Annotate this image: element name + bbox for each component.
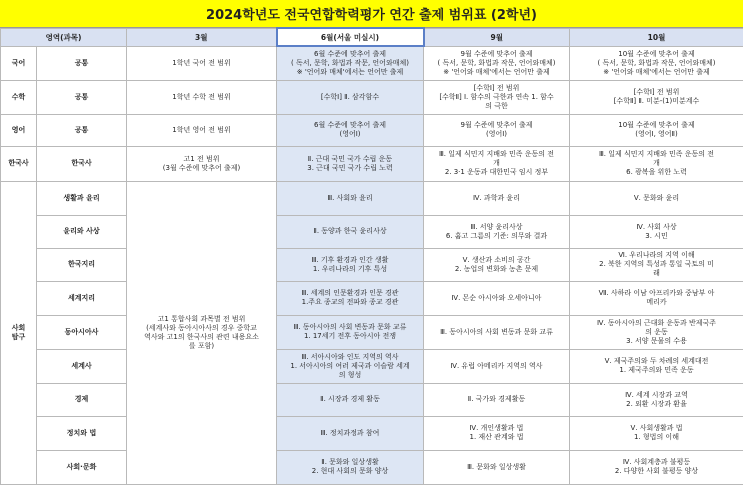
september-range-cell[interactable] [424, 349, 570, 383]
cell-text-line: 의 운동 [645, 327, 668, 336]
subject-cell[interactable]: 한국사 [37, 146, 127, 181]
cell-text-line: 1. 형법의 이해 [634, 433, 679, 441]
cell-text-line: 의 형성 [338, 370, 362, 379]
cell-text-line: Ⅳ. 동아시아의 근대화 운동과 반제국주 [596, 318, 716, 327]
cell-text-line: 2. 농업의 변화와 농촌 문제 [454, 264, 539, 273]
march-range-cell[interactable] [127, 146, 277, 181]
june-range-cell[interactable] [277, 146, 424, 181]
september-range-cell[interactable] [424, 450, 570, 484]
cell-text-line: 6월 수준에 맞추어 출제 [314, 121, 386, 129]
cell-text-line: Ⅵ. 우리나라의 지역 이해 [618, 251, 695, 259]
september-range-cell[interactable] [424, 114, 570, 146]
table-row [1, 383, 743, 416]
october-range-cell[interactable] [570, 215, 743, 248]
cell-text-line: Ⅶ. 사하라 이남 아프리카와 중남부 아 [598, 289, 715, 297]
table-row [1, 146, 743, 181]
cell-text-line: [수학Ⅱ] Ⅰ. 함수의 극한과 연속 1. 함수 [439, 92, 554, 101]
table-row [1, 114, 743, 146]
subject-cell[interactable]: 윤리와 사상 [37, 215, 127, 248]
cell-text-line: Ⅲ. 정치과정과 참여 [320, 428, 380, 437]
area-cell[interactable]: 국어 [1, 46, 37, 80]
october-range-cell[interactable] [570, 181, 743, 215]
table-row [1, 416, 743, 450]
cell-text-line: Ⅴ. 생산과 소비의 공간 [462, 255, 531, 264]
cell-text-line: 6. 광복을 위한 노력 [626, 168, 687, 176]
cell-text-line: Ⅲ. 동아시아의 사회 변동과 문화 교류 [293, 323, 407, 331]
subject-cell[interactable]: 사회·문화 [37, 450, 127, 484]
header-row [1, 28, 743, 46]
cell-text-line: ※ '언어와 매체'에서는 언어만 출제 [296, 67, 404, 76]
header-march[interactable]: 3월 [127, 28, 277, 46]
cell-text-line: 2. 북한 지역의 특성과 통일 국토의 미 [599, 260, 714, 268]
june-range-cell[interactable] [277, 315, 424, 349]
cell-text-line: 2. 외환 시장과 환율 [626, 399, 687, 408]
cell-text-line: Ⅲ. 세계의 인문환경과 인문 경관 [301, 289, 399, 297]
cell-text-line: Ⅱ. 근대 국민 국가 수립 운동 [307, 154, 393, 163]
september-range-cell[interactable] [424, 281, 570, 315]
subject-cell[interactable]: 공통 [37, 46, 127, 80]
cell-text-line: 10월 수준에 맞추어 출제 [618, 121, 695, 129]
cell-text-line: 고1 통합사회 과목별 전 범위 [157, 314, 246, 323]
subject-cell[interactable]: 세계사 [37, 349, 127, 383]
cell-text-line: ※ '언어와 매체'에서는 언어만 출제 [443, 67, 550, 76]
cell-text-line: Ⅳ. 개인생활과 법 [469, 424, 524, 432]
cell-text-line: 9월 수준에 맞추어 출제 [460, 49, 533, 58]
cell-text-line: Ⅳ. 사회 사상 [636, 222, 677, 231]
table-row [1, 46, 743, 80]
september-range-cell[interactable] [424, 215, 570, 248]
cell-text-line: 개 [493, 159, 500, 167]
cell-text-line: Ⅳ. 유럽 아메리카 지역의 역사 [450, 361, 543, 370]
cell-text-line: 3. 시민 [645, 231, 668, 240]
cell-text-line: 1학년 국어 전 범위 [172, 58, 231, 67]
table-row [1, 450, 743, 484]
cell-text-line: (영어Ⅰ) [485, 130, 508, 138]
cell-text-line: Ⅳ. 과학과 윤리 [473, 193, 520, 202]
area-cell[interactable]: 한국사 [1, 146, 37, 181]
table-row [1, 248, 743, 281]
cell-text-line: 1학년 영어 전 범위 [172, 125, 231, 134]
june-range-cell[interactable] [277, 114, 424, 146]
cell-text-line: 2. 다양한 사회 불평등 양상 [614, 467, 699, 475]
subject-cell[interactable]: 한국지리 [37, 248, 127, 281]
cell-text-line: (영어Ⅰ) [339, 130, 361, 138]
june-range-cell[interactable] [277, 416, 424, 450]
subject-cell[interactable]: 공통 [37, 114, 127, 146]
cell-text-line: 2. 3·1 운동과 대한민국 임시 정부 [444, 168, 549, 176]
cell-text-line: (영어Ⅰ, 영어Ⅱ) [635, 130, 678, 138]
cell-text-line: 2. 현대 사회의 문화 양상 [311, 467, 389, 475]
cell-text-line: ( 독서, 문학, 화법과 작문, 언어와매체) [597, 58, 716, 67]
subject-cell[interactable]: 생활과 윤리 [37, 181, 127, 215]
cell-text-line: ( 독서, 문학, 화법과 작문, 언어와매체) [291, 58, 409, 67]
cell-text-line: [수학Ⅰ] 전 범위 [633, 88, 680, 96]
cell-text-line: Ⅲ. 서아시아와 인도 지역의 역사 [301, 352, 399, 361]
cell-text-line: Ⅱ. 동양과 한국 윤리사상 [313, 227, 387, 235]
cell-text-line: Ⅲ. 일제 식민지 지배와 민족 운동의 전 [598, 150, 715, 158]
september-range-cell[interactable] [424, 181, 570, 215]
cell-text-line: 10월 수준에 맞추어 출제 [618, 49, 695, 58]
october-range-cell[interactable] [570, 114, 743, 146]
june-range-cell[interactable] [277, 248, 424, 281]
september-range-cell[interactable] [424, 416, 570, 450]
cell-text-line: 의 극한 [485, 101, 508, 110]
subject-cell[interactable]: 경제 [37, 383, 127, 416]
cell-text-line: 탐구 [11, 332, 26, 341]
cell-text-line: 6. 흄고 그름의 기준: 의무와 결과 [445, 231, 548, 240]
september-range-cell[interactable] [424, 46, 570, 80]
october-range-cell[interactable] [570, 80, 743, 114]
march-range-cell[interactable] [127, 114, 277, 146]
october-range-cell[interactable] [570, 281, 743, 315]
table-row [1, 80, 743, 114]
subject-cell[interactable]: 정치와 법 [37, 416, 127, 450]
cell-text-line: [수학Ⅰ] 전 범위 [473, 83, 520, 92]
cell-text-line: 역사와 고1의 한국사의 관련 내용요소 [144, 332, 259, 341]
october-range-cell[interactable] [570, 450, 743, 484]
june-range-cell[interactable] [277, 181, 424, 215]
cell-text-line: 고1 전 범위 [183, 154, 220, 163]
september-range-cell[interactable] [424, 383, 570, 416]
cell-text-line: 1. 서아시아의 여러 제국과 이슬람 세계 [290, 361, 410, 370]
cell-text-line: Ⅱ. 문화와 일상생활 [321, 458, 379, 466]
cell-text-line: 1. 우리나라의 기후 특성 [312, 264, 388, 273]
june-range-cell[interactable] [277, 383, 424, 416]
cell-text-line: ( 독서, 문학, 화법과 작문, 언어와매체) [437, 58, 556, 67]
cell-text-line: 6월 수준에 맞추어 출제 [314, 49, 386, 58]
cell-text-line: Ⅲ. 서양 윤리사상 [470, 222, 523, 231]
march-range-cell-social[interactable] [127, 181, 277, 484]
october-range-cell[interactable] [570, 248, 743, 281]
cell-text-line: Ⅲ. 문화와 일상생활 [467, 462, 526, 471]
cell-text-line: 1. 17세기 전후 동아시아 전쟁 [303, 332, 397, 340]
september-range-cell[interactable] [424, 315, 570, 349]
cell-text-line: 래 [653, 269, 660, 277]
cell-text-line: 사회 [11, 323, 26, 332]
table-row [1, 315, 743, 349]
exam-range-table [0, 27, 743, 485]
cell-text-line: Ⅲ. 사회와 윤리 [327, 193, 373, 202]
cell-text-line: ※ '언어와 매체'에서는 언어만 출제 [603, 67, 710, 76]
october-range-cell[interactable] [570, 315, 743, 349]
subject-cell[interactable]: 공통 [37, 80, 127, 114]
area-cell[interactable]: 영어 [1, 114, 37, 146]
june-range-cell[interactable] [277, 80, 424, 114]
subject-cell[interactable]: 세계지리 [37, 281, 127, 315]
cell-text-line: Ⅱ. 국가와 경제활동 [467, 395, 526, 403]
cell-text-line: [수학Ⅱ] Ⅱ. 미분-(1)미분계수 [613, 97, 700, 105]
page-title: 2024학년도 전국연합학력평가 연간 출제 범위표 (2학년) [0, 0, 743, 28]
june-range-cell[interactable] [277, 46, 424, 80]
cell-text-line: Ⅴ. 문화와 윤리 [633, 193, 680, 202]
june-range-cell[interactable] [277, 450, 424, 484]
cell-text-line: Ⅴ. 사회생활과 법 [630, 424, 683, 432]
cell-text-line: 1학년 수학 전 범위 [172, 92, 231, 101]
table-row [1, 281, 743, 315]
header-june[interactable]: 6월(서울 미실시) [277, 28, 424, 46]
cell-text-line: Ⅴ. 제국주의와 두 차례의 세계대전 [604, 357, 709, 365]
cell-text-line: Ⅱ. 시장과 경제 활동 [320, 395, 380, 403]
march-range-cell[interactable] [127, 80, 277, 114]
september-range-cell[interactable] [424, 248, 570, 281]
header-area[interactable]: 영역(과목) [1, 28, 127, 46]
cell-text-line: (세계사와 동아시아사의 경우 중학교 [146, 323, 257, 332]
subject-cell[interactable]: 동아시아사 [37, 315, 127, 349]
cell-text-line: Ⅲ. 일제 식민지 지배와 민족 운동의 전 [438, 150, 555, 158]
october-range-cell[interactable] [570, 46, 743, 80]
june-range-cell[interactable] [277, 215, 424, 248]
september-range-cell[interactable] [424, 146, 570, 181]
area-cell-social[interactable] [1, 181, 37, 484]
october-range-cell[interactable] [570, 383, 743, 416]
table-row [1, 215, 743, 248]
october-range-cell[interactable] [570, 146, 743, 181]
march-range-cell[interactable] [127, 46, 277, 80]
june-range-cell[interactable] [277, 281, 424, 315]
cell-text-line: 3. 근대 국민 국가 수립 노력 [307, 163, 393, 172]
cell-text-line: 를 포함) [188, 341, 215, 350]
cell-text-line: Ⅳ. 세계 시장과 교역 [625, 390, 688, 399]
table-row [1, 181, 743, 215]
october-range-cell[interactable] [570, 416, 743, 450]
cell-text-line: Ⅲ. 동아시아의 사회 변동과 문화 교류 [440, 327, 553, 336]
september-range-cell[interactable] [424, 80, 570, 114]
cell-text-line: Ⅲ. 기후 환경과 인간 생활 [311, 255, 389, 264]
cell-text-line: (3월 수준에 맞추어 출제) [162, 163, 241, 172]
cell-text-line: 9월 수준에 맞추어 출제 [460, 121, 533, 129]
cell-text-line: 1. 제국주의와 민족 운동 [619, 366, 694, 374]
june-range-cell[interactable] [277, 349, 424, 383]
area-cell[interactable]: 수학 [1, 80, 37, 114]
cell-text-line: 1.주요 종교의 전파와 종교 경관 [301, 298, 399, 306]
october-range-cell[interactable] [570, 349, 743, 383]
cell-text-line: Ⅳ. 사회계층과 불평등 [622, 458, 691, 466]
cell-text-line: 3. 서양 문물의 수용 [626, 336, 687, 345]
cell-text-line: 개 [653, 159, 660, 167]
cell-text-line: [수학Ⅰ] Ⅱ. 삼각함수 [320, 92, 380, 101]
cell-text-line: Ⅳ. 몬순 아시아와 오세아니아 [451, 293, 542, 302]
table-row [1, 349, 743, 383]
header-october[interactable]: 10월 [570, 28, 743, 46]
header-september[interactable]: 9월 [424, 28, 570, 46]
cell-text-line: 메리카 [646, 298, 667, 306]
cell-text-line: 1. 재산 관계와 법 [469, 433, 524, 441]
